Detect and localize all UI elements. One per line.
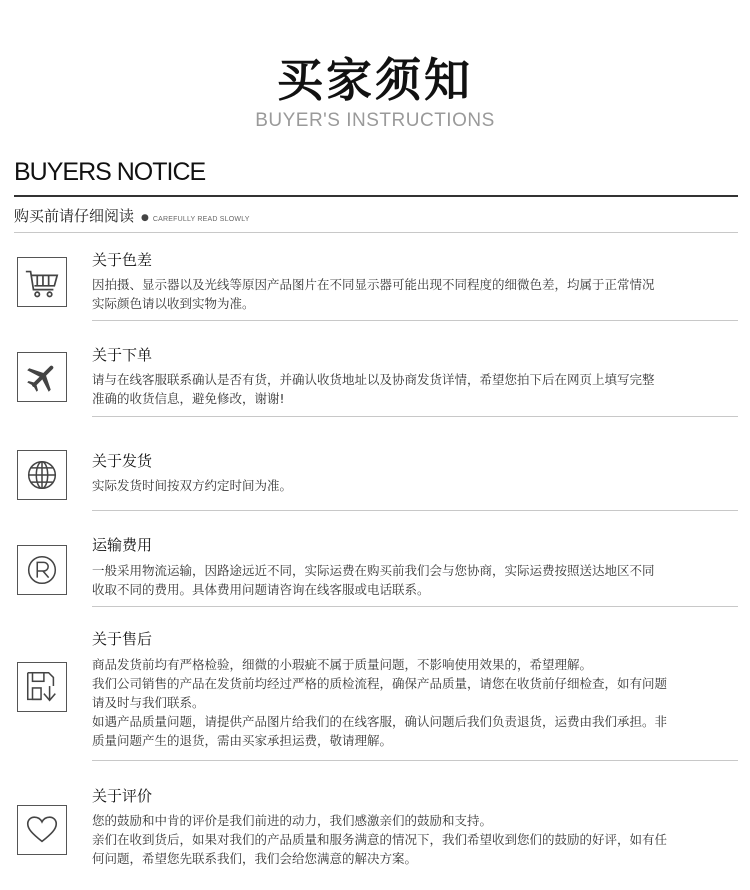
body-line: 实际颜色请以收到实物为准。: [92, 296, 255, 311]
body-line: 收取不同的费用。具体费用问题请咨询在线客服或电话联系。: [92, 582, 430, 597]
reading-hint: [14, 205, 250, 226]
section-divider: [92, 760, 738, 761]
section-body: [92, 655, 722, 750]
section-body: [92, 811, 722, 868]
section-body: [92, 275, 722, 313]
body-line: 请及时与我们联系。: [92, 695, 205, 710]
body-line: 实际发货时间按双方约定时间为准。: [92, 478, 293, 493]
body-line: 我们公司销售的产品在发货前均经过严格的质检流程，确保产品质量，请您在收货前仔细检查，如有问题: [92, 676, 668, 691]
reading-hint-en: CAREFULLY READ SLOWLY: [152, 216, 250, 223]
section-title: 关于色差: [92, 251, 153, 269]
bullet-dot: ●: [141, 213, 149, 223]
subheading-divider: [14, 232, 738, 233]
section-body: [92, 476, 722, 495]
body-line: 如遇产品质量问题，请提供产品图片给我们的在线客服，确认问题后我们负责退货，运费由我们承担。非: [92, 714, 668, 729]
page-title: 买家须知: [277, 53, 473, 107]
body-line: 亲们在收到货后，如果对我们的产品质量和服务满意的情况下，我们希望收到您们的鼓励的好评，如有任: [92, 832, 668, 847]
save-download-icon: [17, 662, 67, 712]
body-line: 准确的收货信息，避免修改，谢谢!: [92, 391, 285, 406]
globe-icon: [17, 450, 67, 500]
section-title: 关于下单: [92, 346, 153, 364]
page-subtitle-en: BUYER'S INSTRUCTIONS: [255, 110, 495, 131]
section-title: 关于评价: [92, 787, 153, 805]
section-heading: BUYERS NOTICE: [14, 158, 206, 186]
section-title: 关于发货: [92, 452, 153, 470]
body-line: 因拍摄、显示器以及光线等原因产品图片在不同显示器可能出现不同程度的细微色差，均属于正常情况: [92, 277, 655, 292]
section-title: 运输费用: [92, 536, 153, 554]
section-body: [92, 370, 722, 408]
reading-hint-cn: 购买前请仔细阅读: [14, 207, 135, 225]
body-line: 您的鼓励和中肯的评价是我们前进的动力，我们感激亲们的鼓励和支持。: [92, 813, 493, 828]
shopping-cart-icon: [17, 257, 67, 307]
section-body: [92, 561, 722, 599]
section-divider: [92, 416, 738, 417]
section-divider: [92, 510, 738, 511]
section-divider: [92, 606, 738, 607]
heart-icon: [17, 805, 67, 855]
section-title: 关于售后: [92, 630, 153, 648]
body-line: 质量问题产生的退货，需由买家承担运费，敬请理解。: [92, 733, 393, 748]
heading-divider: [14, 195, 738, 197]
airplane-icon: [17, 352, 67, 402]
body-line: 商品发货前均有严格检验，细微的小瑕疵不属于质量问题，不影响使用效果的，希望理解。: [92, 657, 593, 672]
registered-icon: [17, 545, 67, 595]
body-line: 何问题，希望您先联系我们，我们会给您满意的解决方案。: [92, 851, 418, 866]
section-divider: [92, 320, 738, 321]
body-line: 请与在线客服联系确认是否有货，并确认收货地址以及协商发货详情，希望您拍下后在网页上填写完整: [92, 372, 655, 387]
body-line: 一般采用物流运输，因路途远近不同，实际运费在购买前我们会与您协商，实际运费按照送达地区不同: [92, 563, 655, 578]
